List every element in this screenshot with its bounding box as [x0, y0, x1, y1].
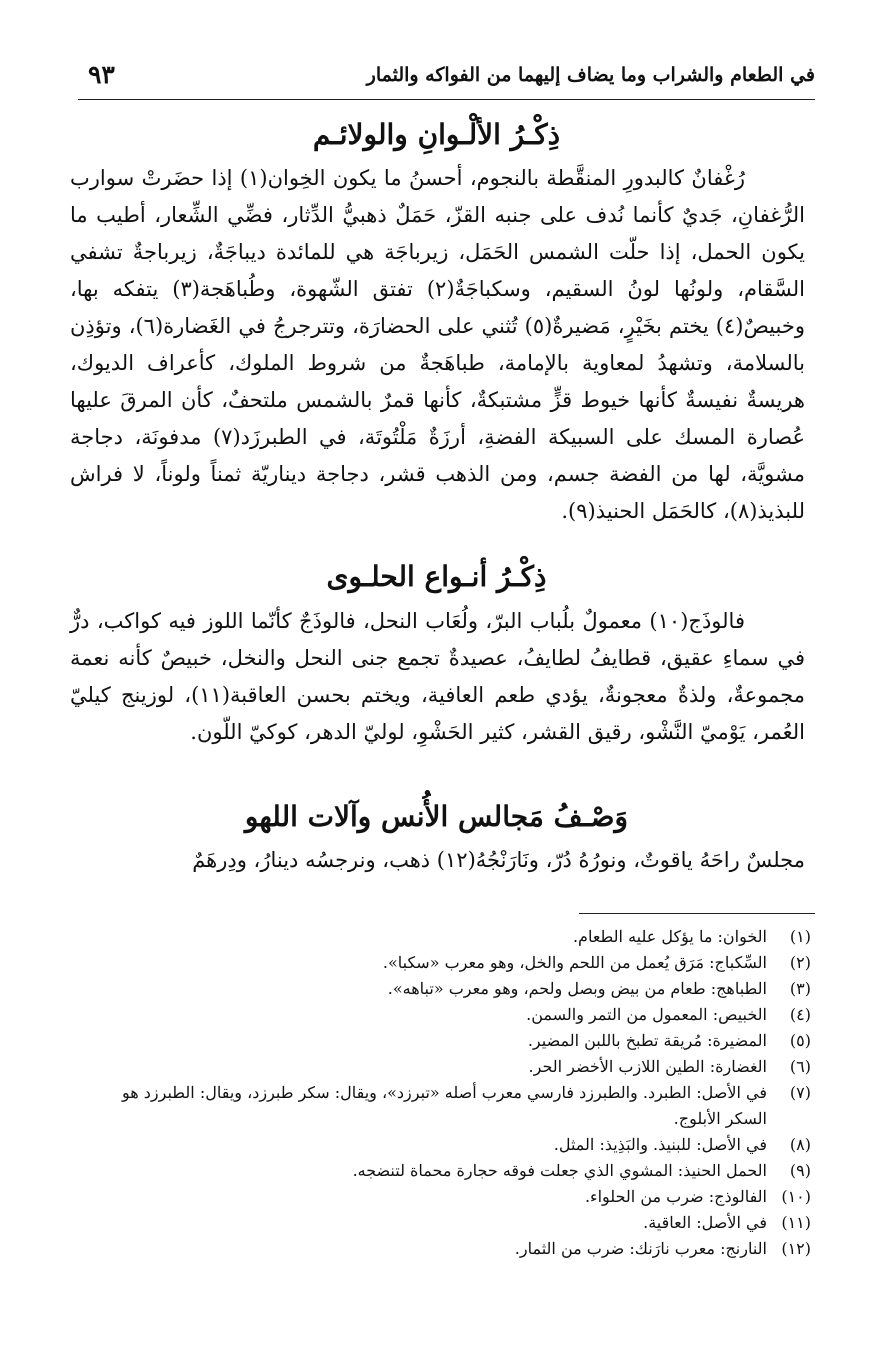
footnote-number: (٣): [789, 979, 811, 998]
running-head: [70, 58, 815, 98]
footnote-text: في الأصل: العاقية.: [643, 1213, 767, 1232]
footnote-number: (٦): [789, 1057, 811, 1076]
section-text-colors-and-banquets: رُغْفانٌ كالبدورِ المنقَّطة بالنجوم، أحسنُ ما يكون الخِوان(١) إذا حضَرتْ سوارب الرُّغفانِ، جَديٌ كأنما نُدف على جنبه القزّ، حَمَلٌ ذهبيُّ الدِّثار، فضِّي الشِّعار، أطيب ما يكون الحمل، إذا حلّت الشمس الحَمَل، زيرباجَة هي للمائدة ديباجَةٌ، زيرباجةٌ تشفي السَّقام، ولونُها لونُ السقيم، وسكباجَةٌ(٢) تفتق الشّهوة، وطُباهَجة(٣) يتفكه بها، وخبيصٌ(٤) يختم بخَيْرٍ، مَضيرةٌ(٥) تُثني على الحضارَة، وتترجرجُ في الغَضارة(٦)، وتؤذِن بالسلامة، وتشهدُ لمعاوية بالإمامة، طباهَجةٌ من شروط الملوك، كأعراف الديوك، هريسةٌ نفيسةٌ كأنها خيوط قزٍّ مشتبكةٌ، كأنها قمرٌ بالشمس ملتحفٌ، كأن المرقَ عليها عُصارة المسك على السبيكة الفضةِ، أرزَةٌ مَلْتُوتَة، في الطبرزَد(٧) مدفونَة، دجاجة مشويَّة، لها من الفضة جسم، ومن الذهب قشر، دجاجة ديناريّة ثمناً ولوناً، لا فراش للبذيذ(٨)، كالحَمَل الحنيذ(٩).: [70, 166, 806, 523]
section-text-sweets: فالوذَج(١٠) معمولٌ بلُباب البرّ، ولُعَاب النحل، فالوذَجٌ كأنّما اللوز فيه كواكب، درٌّ في سماءِ عقيق، قطايفُ لطايفُ، عصيدةٌ تجمع جنى النحل والنخل، خبيصٌ كأنه نعمة مجموعةٌ، ولذةٌ معجونةٌ، يؤدي طعم العافية، ويختم بحسن العاقبة(١١)، لوزينج كيليّ العُمر، يَوْميّ النَّشْو، رقيق القشر، كثير الحَشْوِ، لوليّ الدهر، كوكيّ اللّون.: [70, 609, 805, 744]
footnote-text: في الأصل: للبنيذ. والبَذِيذ: المثل.: [553, 1135, 767, 1154]
footnote-number: (٥): [789, 1031, 811, 1050]
section-text-gatherings: مجلسٌ راحَهُ ياقوتٌ، ونورُهُ دُرّ، ونَارَنْجُهُ(١٢) ذهب، ونرجسُه دينارُ، ودِرهَمٌ: [192, 848, 805, 872]
footnote: [80, 924, 811, 950]
footnote-text: المضيرة: مُريقة تطبخ باللبن المضير.: [527, 1031, 767, 1050]
footnote: [80, 1184, 811, 1210]
footnote-text: الطباهج: طعام من بيض وبصل ولحم، وهو معرب «تباهه».: [387, 979, 767, 998]
running-title: في الطعام والشراب وما يضاف إليهما من الفواكه والثمار: [366, 64, 815, 86]
footnote-text: في الأصل: الطبرد. والطبرزد فارسي معرب أصله «تبرزد»، ويقال: سكر طبرزد، ويقال: الطبرزد هو السكر الأبلوج.: [122, 1083, 767, 1128]
footnote: [80, 1210, 811, 1236]
footnote-text: الفالوذج: ضرب من الحلواء.: [584, 1187, 767, 1206]
footnote: [80, 1158, 811, 1184]
section-heading-gatherings: وَصْـفُ مَجالس الأُنس وآلات اللهو: [244, 800, 629, 833]
footnote-number: (١١): [781, 1213, 811, 1232]
footnote-number: (٩): [789, 1161, 811, 1180]
footnote: [80, 1028, 811, 1054]
footnote: [80, 1002, 811, 1028]
section-heading-colors-and-banquets: ذِكْـرُ الألْـوانِ والولائـم: [312, 118, 561, 151]
footnote-number: (١٢): [781, 1239, 811, 1258]
footnote-text: الخبيص: المعمول من التمر والسمن.: [526, 1005, 767, 1024]
footnote: [80, 1080, 811, 1132]
header-rule: [78, 99, 815, 100]
footnote-number: (٨): [789, 1135, 811, 1154]
section-heading-sweets: ذِكْـرُ أنـواع الحلـوى: [326, 560, 547, 593]
footnote: [80, 1132, 811, 1158]
footnote: [80, 950, 811, 976]
footnotes-list: [80, 924, 811, 1262]
footnote-number: (٤): [789, 1005, 811, 1024]
footnote-text: الحمل الحنيذ: المشوي الذي جعلت فوقه حجارة محماة لتنضجه.: [352, 1161, 767, 1180]
footnote: [80, 1054, 811, 1080]
footnote: [80, 976, 811, 1002]
page-number: ٩٣: [88, 60, 115, 89]
footnote-number: (١): [789, 927, 811, 946]
footnote-number: (١٠): [781, 1187, 811, 1206]
footnote-text: الخوان: ما يؤكل عليه الطعام.: [572, 927, 767, 946]
footnote-number: (٢): [789, 953, 811, 972]
footnote-text: الغضارة: الطين اللازب الأخضر الحر.: [528, 1057, 767, 1076]
footnote: [80, 1236, 811, 1262]
footnote-number: (٧): [789, 1083, 811, 1102]
footnote-text: النارنج: معرب نارَنك: ضرب من الثمار.: [514, 1239, 767, 1258]
footnote-rule: [579, 913, 815, 914]
footnote-text: السِّكباج: مَرَق يُعمل من اللحم والخل، وهو معرب «سكبا».: [382, 953, 767, 972]
